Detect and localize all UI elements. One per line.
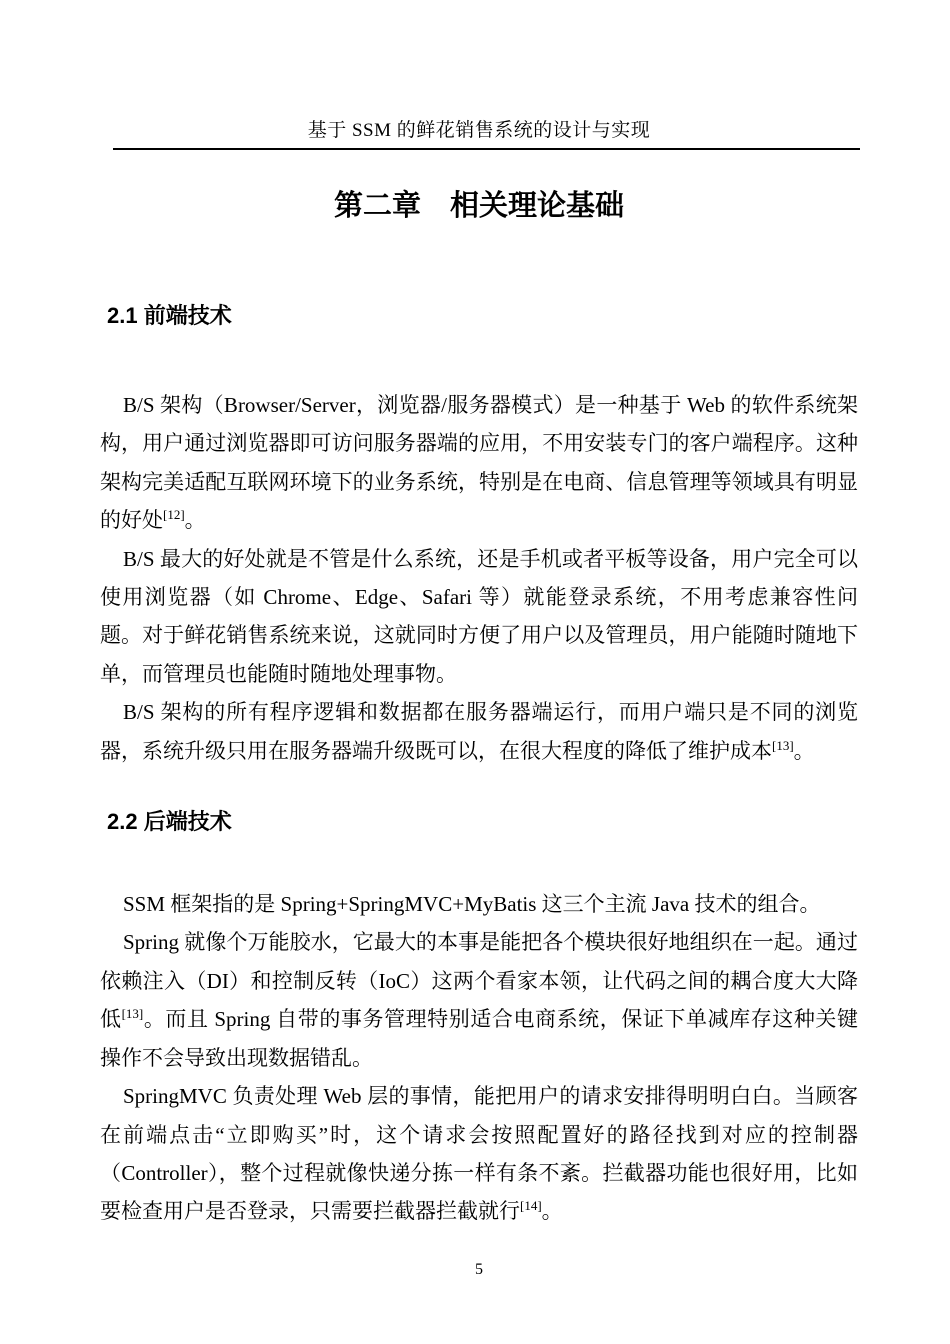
paragraph-text: B/S 架构的所有程序逻辑和数据都在服务器端运行，而用户端只是不同的浏览器，系统升级只用在服务器端升级既可以，在很大程度的降低了维护成本 <box>100 700 858 763</box>
section-heading-frontend: 2.1 前端技术 <box>107 303 232 328</box>
paragraph-text: B/S 架构（Browser/Server，浏览器/服务器模式）是一种基于 Web 的软件系统架构，用户通过浏览器即可访问服务器端的应用，不用安装专门的客户端程序。这种架构完美适配互联网环境下的业务系统，特别是在电商、信息管理等领域具有明显的好处 <box>100 393 858 533</box>
paragraph-spring <box>100 923 858 1077</box>
paragraph-text: 。 <box>541 1199 563 1224</box>
header-rule <box>113 148 860 150</box>
paragraph-text: 。 <box>793 738 815 763</box>
paragraph-text: SpringMVC 负责处理 Web 层的事情，能把用户的请求安排得明明白白。当顾客在前端点击“立即购买”时，这个请求会按照配置好的路径找到对应的控制器（Controller），整个过程就像快递分拣一样有条不紊。拦截器功能也很好用，比如要检查用户是否登录，只需要拦截器拦截就行 <box>100 1084 858 1224</box>
paragraph-springmvc <box>100 1077 858 1231</box>
section-heading-backend: 2.2 后端技术 <box>107 809 232 835</box>
page-number: 5 <box>475 1260 483 1278</box>
paragraph-bs-server-logic <box>100 693 858 770</box>
paragraph-text: B/S 最大的好处就是不管是什么系统，还是手机或者平板等设备，用户完全可以使用浏览器（如 Chrome、Edge、Safari 等）就能登录系统，不用考虑兼容性问题。对于鲜花销售系统来说，这就同时方便了用户以及管理员，用户能随时随地下单，而管理员也能随时随地处理事物。 <box>100 546 858 686</box>
paragraph-ssm-intro <box>100 885 858 923</box>
paragraph-text: Spring 就像个万能胶水，它最大的本事是能把各个模块很好地组织在一起。通过依赖注入（DI）和控制反转（IoC）这两个看家本领，让代码之间的耦合度大大降低 <box>100 930 858 1032</box>
paragraph-text: 。 <box>184 508 206 533</box>
chapter-title: 第二章 相关理论基础 <box>333 190 624 222</box>
citation-ref-13: [13] <box>772 737 794 753</box>
citation-ref-14: [14] <box>520 1198 542 1214</box>
citation-ref-13b: [13] <box>121 1006 144 1022</box>
citation-ref-12: [12] <box>163 507 185 523</box>
paragraph-bs-architecture <box>100 386 858 540</box>
paragraph-text: 。而且 Spring 自带的事务管理特别适合电商系统，保证下单减库存这种关键操作不会导致出现数据错乱。 <box>100 1007 858 1070</box>
running-header-title: 基于 SSM 的鲜花销售系统的设计与实现 <box>307 120 651 141</box>
paragraph-text: SSM 框架指的是 Spring+SpringMVC+MyBatis 这三个主流 Java 技术的组合。 <box>123 892 821 917</box>
paragraph-bs-benefits <box>100 540 858 694</box>
